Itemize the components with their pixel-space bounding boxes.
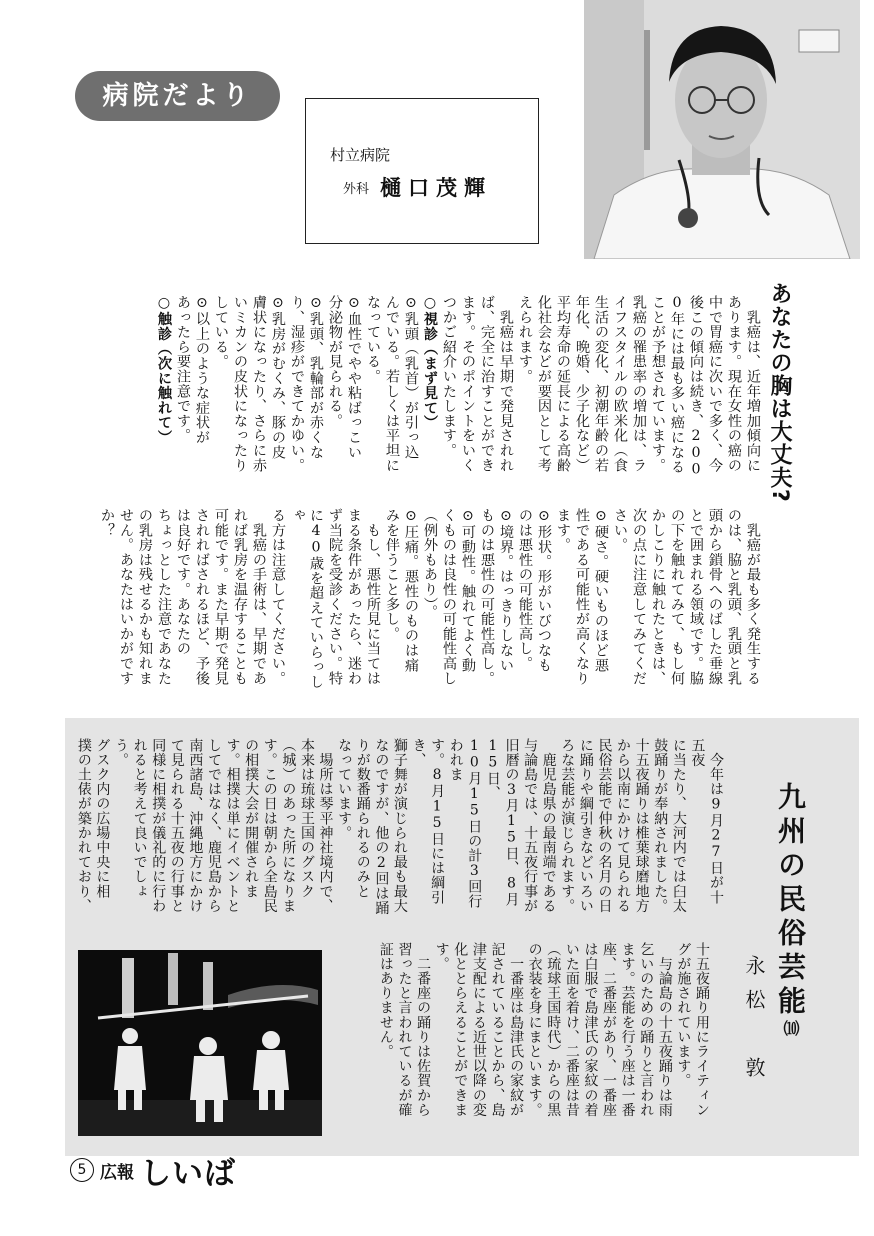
text-line: の衣装を身にまといます。 (526, 942, 543, 1118)
text-line: れると考えて良いでしょう。 (113, 738, 148, 899)
text-line: 鼓踊りが奉納されました。 (652, 738, 669, 914)
text-line: ⊙圧痛。悪性のものは痛 (403, 508, 419, 673)
text-line: 化社会などが要因として考 (536, 295, 552, 473)
text-line: ことが予想されています。 (650, 295, 666, 473)
text-line: いミカンの皮状になったり (232, 295, 248, 473)
text-line: れば乳房を温存することも (232, 508, 248, 686)
text-line: 乞いのための踊りと言われ (638, 942, 655, 1118)
text-line: は良好です。あなたの (175, 508, 191, 656)
text-line: りが数番踊られるのみと (354, 738, 371, 899)
article2-column-upper (74, 738, 725, 916)
text-line: に踊りや綱引きなどいろい (577, 738, 594, 914)
text-line: ⊙以上のような症状が (194, 295, 210, 445)
text-line: 南西諸島、沖縄地方にかけ (187, 738, 204, 914)
dance-scene-image (78, 950, 322, 1136)
text-line: している。 (213, 295, 229, 369)
text-line: 今年は9月27日が十五夜 (689, 738, 724, 905)
text-line: （例外もあり）。 (422, 508, 438, 620)
text-line: ⊙可動性。触れてよく動 (460, 508, 476, 673)
text-line: 乳癌は、近年増加傾向に (745, 295, 761, 473)
doctor-portrait-image (584, 0, 860, 259)
text-line: なっている。 (365, 295, 381, 384)
text-line: 中で胃癌に次いで多く、今 (707, 295, 723, 473)
text-line: 化ととらえることができます。 (433, 942, 469, 1118)
publication-prefix: 広報 (100, 1162, 134, 1183)
text-line: す。8月15日には綱引き、 (410, 738, 446, 905)
text-line: 与論島の十五夜踊りは雨 (656, 942, 673, 1118)
text-line: は白服で島津氏の家紋の着 (582, 942, 599, 1118)
text-line: 可能です。また早期で発見 (213, 508, 229, 686)
article2-issue-number: ⑽ (781, 1020, 800, 1042)
text-line: いた面を着け、二番座は昔 (563, 942, 580, 1118)
text-line: 性である可能性が高くなり (574, 508, 590, 686)
text-line: 平均寿命の延長による高齢 (555, 295, 571, 473)
text-line: のは悪性の可能性高し。 (517, 508, 533, 671)
text-line: なっています。 (336, 738, 353, 841)
text-line: 習ったと言われているが確 (396, 942, 413, 1118)
text-line: せん。あなたはいかがです (118, 508, 134, 686)
text-line: グが施されています。 (675, 942, 692, 1088)
text-line: ろな芸能が演じられます。 (559, 738, 576, 914)
text-line: とで囲まれる領域です。脇 (688, 508, 704, 686)
text-line: 本来は琉球王国のグスク (298, 738, 315, 899)
text-line: つかご紹介いたします。 (441, 295, 457, 458)
text-line: ⊙形状。形がいびつなも (536, 508, 552, 673)
text-line: かしこりに触れたときは、 (650, 508, 666, 686)
hospital-name: 村立病院 (330, 146, 391, 164)
article1-column-lower (97, 508, 762, 698)
article2-title-text: 九州の民俗芸能 (774, 782, 807, 1020)
text-line: のは、脇と乳頭、乳頭と乳 (726, 508, 742, 686)
text-line: くものは良性の可能性高し (441, 508, 457, 686)
text-line: ます。そのポイントをいく (460, 295, 476, 473)
text-line: ず当院を受診ください。特 (327, 508, 343, 686)
text-line: （琉球王国時代）からの黒 (545, 942, 562, 1118)
text-line: 鹿児島県の最南端である (540, 738, 557, 914)
text-line: 年化、晩婚、少子化など） (574, 295, 590, 473)
text-line: す。相撲は単にイベントと (224, 738, 241, 914)
text-line: 乳癌の罹患率の増加は、ラ (631, 295, 647, 473)
text-line: て見られる十五夜の行事と (168, 738, 185, 914)
section-label-text: 病院だより (102, 81, 253, 111)
text-line: 証はありません。 (377, 942, 394, 1059)
text-line: イフスタイルの欧米化（食 (612, 295, 628, 473)
text-line: ば、完全に治すことができ (479, 295, 495, 473)
text-line: 記されていることから、島 (489, 942, 506, 1118)
text-line: 生活の変化、初潮年齢の若 (593, 295, 609, 473)
text-line: んでいる。若しくは平坦に (384, 295, 400, 473)
text-line: 10月15日の計3回行われま (447, 738, 483, 909)
text-line: してではなく、鹿児島から (205, 738, 222, 914)
footer (70, 1153, 236, 1192)
article2-author: 永松 敦 (742, 955, 766, 1091)
text-line: 二番座の踊りは佐賀から (415, 942, 432, 1118)
text-line: 十五夜踊りは椎葉球磨地方 (633, 738, 650, 914)
text-line: 膚状になったり、さらに赤 (251, 295, 267, 473)
text-line: 同様に相撲が儀礼的に行わ (150, 738, 167, 914)
text-line: ⊙乳頭、乳輪部が赤くな (308, 295, 324, 460)
section-label (75, 71, 280, 121)
text-line: り、湿疹ができてかゆい。 (289, 295, 305, 473)
article2-column-lower (376, 942, 711, 1132)
text-line: の相撲大会が開催されま (243, 738, 260, 899)
text-line: 一番座は島津氏の家紋が (508, 942, 525, 1118)
text-line: 乳癌の手術は、早期であ (251, 508, 267, 686)
subheading-palpation: ○触診（次に触れて） (156, 295, 172, 445)
text-line: まる条件があったら、迷わ (346, 508, 362, 686)
text-line: に40歳を超えていらっしゃ (289, 508, 324, 690)
text-line: 分泌物が見られる。 (327, 295, 343, 429)
page-number: 5 (70, 1158, 94, 1182)
text-line: ⊙血性でやや粘ばっこい (346, 295, 362, 460)
text-line: ⊙境界。はっきりしない (498, 508, 514, 673)
department-label: 外科 (343, 182, 370, 197)
text-line: 与論島では、十五夜行事が (522, 738, 539, 914)
text-line: ます。芸能を行う座は一番 (619, 942, 636, 1118)
dance-photo (78, 950, 322, 1136)
publication-logo: しいば (140, 1155, 236, 1192)
text-line: 津支配による近世以降の変 (470, 942, 487, 1118)
text-line: 頭から鎖骨へのばした垂線 (707, 508, 723, 686)
text-line: 後この傾向は続き、200 (688, 295, 704, 478)
text-line: る方は注意してください。 (270, 508, 286, 686)
text-line: 乳癌は早期で発見されれ (498, 295, 514, 473)
subheading-visual-exam: ○視診（まず見て） (422, 295, 438, 430)
text-line: ものは悪性の可能性高し。 (479, 508, 495, 686)
text-line: 0年には最も多い癌になる (669, 295, 685, 475)
article2-title (773, 782, 807, 1042)
text-line: 撲の土俵が築かれており、 (75, 738, 92, 914)
text-line: みを伴うこと多し。 (384, 508, 400, 642)
text-line: 旧暦の3月15日、8月15日、 (484, 738, 520, 907)
text-line: ちょっとした注意であなた (156, 508, 172, 686)
text-line: （城）のあった所になりま (280, 738, 297, 914)
article1-column-upper (154, 295, 762, 488)
text-line: えられます。 (517, 295, 533, 384)
text-line: に当たり、大河内では臼太 (670, 738, 687, 914)
text-line: す。この日は朝から全島民 (261, 738, 278, 914)
text-line: さい。 (612, 508, 628, 553)
text-line: なのですが、他の2回は踊 (373, 738, 390, 916)
text-line: ⊙乳頭（乳首）が引っ込 (403, 295, 419, 460)
article1-title: あなたの胸は大丈夫? (767, 282, 792, 503)
doctor-photo (584, 0, 860, 259)
text-line: から以南にかけて見られる (615, 738, 632, 914)
text-line: 座、二番座があり、一番座 (601, 942, 618, 1118)
text-line: あります。現在女性の癌の (726, 295, 742, 473)
text-line: ⊙硬さ。硬いものほど悪 (593, 508, 609, 673)
text-line: 獅子舞が演じられ最も最大 (391, 738, 408, 914)
text-line: 十五夜踊り用にライティン (694, 942, 710, 1118)
text-line: の下を触れてみて、もし何 (669, 508, 685, 686)
text-line: 次の点に注意してみてくだ (631, 508, 647, 686)
doctor-name: 樋口茂輝 (380, 175, 492, 200)
text-line: されればされるほど、予後 (194, 508, 210, 686)
text-line: の乳房は残せるかも知れま (137, 508, 153, 686)
text-line: ます。 (555, 508, 571, 553)
text-line: あったら要注意です。 (175, 295, 191, 443)
text-line: か？ (99, 508, 115, 538)
text-line: 乳癌が最も多く発生する (745, 508, 761, 686)
text-line: 民俗芸能で仲秋の名月の日 (596, 738, 613, 914)
text-line: 場所は琴平神社境内で、 (317, 738, 334, 914)
text-line: グスク内の広場中央に相 (94, 738, 111, 899)
text-line: もし、悪性所見に当ては (365, 508, 381, 686)
author-box (305, 98, 539, 244)
text-line: ⊙乳房がむくみ、豚の皮 (270, 295, 286, 460)
